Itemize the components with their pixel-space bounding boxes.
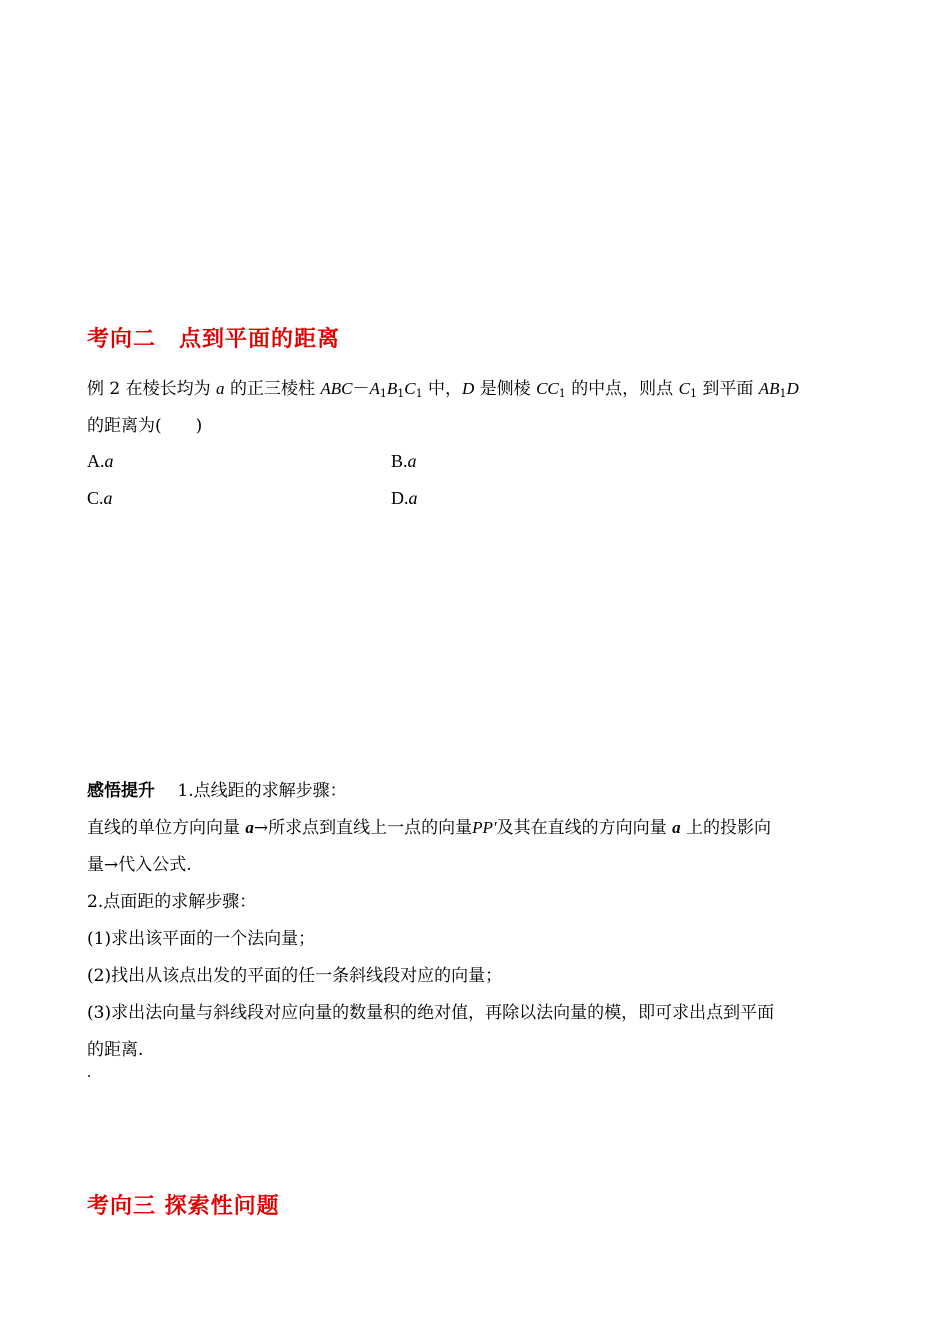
subscript: 1 <box>379 387 387 400</box>
step2-item-3-cont: 的距离. <box>87 1040 144 1060</box>
option-a <box>87 451 114 472</box>
var-B: B <box>386 379 398 398</box>
subscript: 1 <box>397 387 405 400</box>
insight-line-1 <box>87 779 347 803</box>
section-heading-2: 考向二 点到平面的距离 <box>87 327 341 352</box>
subscript: 1 <box>558 387 566 400</box>
insight-line-3: 量→代入公式. <box>87 855 192 875</box>
vector-pp: PP′ <box>472 818 497 837</box>
text: 的中点，则点 <box>571 379 674 399</box>
example-label: 例 2 <box>87 379 121 399</box>
text: 的正三棱柱 <box>229 379 315 399</box>
step2-title: 2.点面距的求解步骤： <box>87 892 257 912</box>
subscript: 1 <box>415 387 423 400</box>
text: →所求点到直线上一点的向量 <box>253 818 473 838</box>
subscript: 1 <box>689 387 697 400</box>
vector-a: a <box>672 818 681 837</box>
text: 到平面 <box>702 379 754 399</box>
edge-CC: CC <box>536 379 559 398</box>
insight-label: 感悟提升 <box>87 781 155 801</box>
vector-a: a <box>245 818 254 837</box>
option-b <box>391 451 417 472</box>
option-c <box>87 488 113 509</box>
option-value: a <box>103 488 113 508</box>
var-a: a <box>216 379 225 398</box>
var-D: D <box>462 379 475 398</box>
text: 中， <box>428 379 462 399</box>
text: 上的投影向 <box>685 818 771 838</box>
stray-dot <box>88 1075 90 1077</box>
dash: － <box>352 379 370 399</box>
var-C: C <box>404 379 416 398</box>
example-2-line-1 <box>87 377 799 401</box>
var-D: D <box>786 379 799 398</box>
option-label: C. <box>87 488 104 508</box>
var-C: C <box>678 379 690 398</box>
text: 直线的单位方向向量 <box>87 818 240 838</box>
option-label: D. <box>391 488 409 508</box>
step2-item-1: (1)求出该平面的一个法向量； <box>87 929 316 949</box>
var-A: A <box>369 379 380 398</box>
option-label: A. <box>87 451 105 471</box>
option-value: a <box>408 488 418 508</box>
text: 在棱长均为 <box>125 379 211 399</box>
plane-AB: AB <box>758 379 780 398</box>
step2-item-3: (3)求出法向量与斜线段对应向量的数量积的绝对值，再除以法向量的模，即可求出点到平面 <box>87 1003 775 1023</box>
step2-item-2: (2)找出从该点出发的平面的任一条斜线段对应的向量； <box>87 966 503 986</box>
subscript: 1 <box>779 387 787 400</box>
section-heading-3: 考向三 探索性问题 <box>87 1194 280 1219</box>
option-label: B. <box>391 451 408 471</box>
option-value: a <box>407 451 417 471</box>
step1-title: 1.点线距的求解步骤： <box>177 781 347 801</box>
prism-name: ABC <box>320 379 353 398</box>
option-d <box>391 488 418 509</box>
example-2-line-2: 的距离为( ) <box>87 416 203 436</box>
option-value: a <box>104 451 114 471</box>
text: 及其在直线的方向向量 <box>496 818 667 838</box>
text: 是侧棱 <box>479 379 531 399</box>
insight-line-2 <box>87 816 771 840</box>
